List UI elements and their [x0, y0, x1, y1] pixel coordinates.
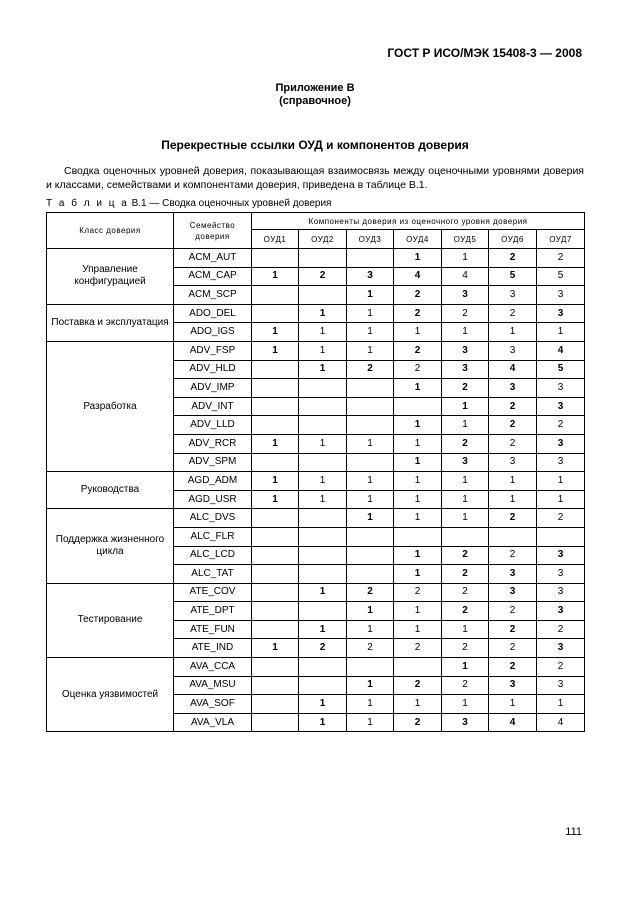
level-cell: 1	[489, 490, 537, 509]
level-cell	[252, 602, 299, 621]
level-cell: 1	[299, 323, 347, 342]
level-cell: 3	[537, 602, 585, 621]
level-cell: 1	[442, 490, 489, 509]
level-cell: 1	[252, 434, 299, 453]
level-cell: 3	[537, 565, 585, 584]
level-cell: 1	[252, 323, 299, 342]
section-title: Перекрестные ссылки ОУД и компонентов доверия	[161, 138, 469, 152]
level-cell	[252, 583, 299, 602]
family-cell: ALC_FLR	[174, 527, 252, 546]
level-cell	[299, 249, 347, 268]
assurance-table	[46, 212, 585, 732]
level-cell: 2	[489, 397, 537, 416]
level-cell	[394, 658, 442, 677]
level-cell: 2	[489, 546, 537, 565]
level-cell	[394, 397, 442, 416]
level-cell: 1	[347, 695, 394, 714]
level-cell	[252, 286, 299, 305]
level-cell	[347, 397, 394, 416]
level-cell	[252, 397, 299, 416]
level-cell	[299, 546, 347, 565]
level-cell: 1	[299, 713, 347, 732]
level-cell: 3	[537, 434, 585, 453]
level-cell: 2	[489, 416, 537, 435]
level-cell	[252, 416, 299, 435]
level-cell	[252, 453, 299, 472]
level-cell: 1	[347, 676, 394, 695]
level-cell	[252, 379, 299, 398]
level-cell: 2	[489, 602, 537, 621]
family-cell: ADV_IMP	[174, 379, 252, 398]
level-cell: 2	[442, 639, 489, 658]
level-cell: 2	[537, 249, 585, 268]
level-cell: 2	[442, 583, 489, 602]
appendix-heading	[0, 82, 630, 108]
level-cell: 2	[537, 620, 585, 639]
level-cell	[252, 658, 299, 677]
level-cell: 3	[489, 583, 537, 602]
level-cell: 3	[537, 453, 585, 472]
level-cell: 1	[394, 249, 442, 268]
level-cell: 2	[442, 379, 489, 398]
document-header: ГОСТ Р ИСО/МЭК 15408-3 — 2008	[387, 46, 582, 60]
level-cell: 1	[442, 472, 489, 491]
level-cell: 2	[394, 286, 442, 305]
level-cell: 2	[347, 360, 394, 379]
table-row	[47, 472, 585, 491]
level-cell: 1	[442, 397, 489, 416]
level-cell: 1	[442, 249, 489, 268]
family-cell: ATE_DPT	[174, 602, 252, 621]
level-cell: 1	[252, 267, 299, 286]
level-cell	[299, 676, 347, 695]
level-cell: 1	[442, 323, 489, 342]
level-cell: 2	[489, 249, 537, 268]
level-cell	[299, 286, 347, 305]
level-cell	[299, 527, 347, 546]
level-cell: 2	[489, 434, 537, 453]
header-family: Семейство доверия	[174, 213, 252, 249]
level-cell: 1	[252, 490, 299, 509]
level-cell	[347, 453, 394, 472]
header-level: ОУД4	[394, 230, 442, 249]
level-cell: 3	[489, 379, 537, 398]
level-cell: 1	[347, 713, 394, 732]
level-cell	[252, 546, 299, 565]
level-cell	[299, 658, 347, 677]
level-cell	[347, 379, 394, 398]
level-cell	[537, 527, 585, 546]
level-cell: 2	[394, 713, 442, 732]
header-level: ОУД2	[299, 230, 347, 249]
level-cell: 1	[347, 304, 394, 323]
level-cell: 4	[442, 267, 489, 286]
level-cell: 1	[347, 602, 394, 621]
level-cell: 2	[489, 620, 537, 639]
level-cell: 4	[394, 267, 442, 286]
header-level: ОУД7	[537, 230, 585, 249]
level-cell: 1	[394, 434, 442, 453]
level-cell	[252, 620, 299, 639]
family-cell: ATE_IND	[174, 639, 252, 658]
level-cell: 1	[394, 546, 442, 565]
level-cell: 1	[299, 490, 347, 509]
family-cell: ADV_RCR	[174, 434, 252, 453]
level-cell: 1	[442, 620, 489, 639]
class-cell: Оценка уязвимостей	[47, 658, 174, 732]
level-cell: 2	[537, 416, 585, 435]
level-cell: 1	[299, 583, 347, 602]
header-level: ОУД5	[442, 230, 489, 249]
table-row	[47, 341, 585, 360]
level-cell: 1	[442, 509, 489, 528]
family-cell: AVA_MSU	[174, 676, 252, 695]
level-cell	[299, 379, 347, 398]
level-cell: 1	[299, 620, 347, 639]
level-cell: 1	[252, 341, 299, 360]
level-cell: 3	[537, 379, 585, 398]
level-cell	[252, 360, 299, 379]
family-cell: ADV_FSP	[174, 341, 252, 360]
level-cell: 4	[537, 713, 585, 732]
level-cell: 3	[442, 341, 489, 360]
level-cell: 4	[537, 341, 585, 360]
level-cell: 2	[394, 341, 442, 360]
level-cell: 2	[442, 304, 489, 323]
level-cell	[347, 546, 394, 565]
level-cell: 3	[537, 304, 585, 323]
level-cell	[252, 527, 299, 546]
family-cell: AVA_SOF	[174, 695, 252, 714]
page-number: 111	[565, 826, 582, 838]
level-cell: 2	[489, 639, 537, 658]
level-cell: 1	[299, 434, 347, 453]
level-cell: 1	[442, 416, 489, 435]
level-cell: 1	[537, 490, 585, 509]
level-cell: 1	[347, 472, 394, 491]
family-cell: ACM_AUT	[174, 249, 252, 268]
level-cell	[347, 565, 394, 584]
level-cell: 1	[299, 472, 347, 491]
level-cell: 2	[299, 639, 347, 658]
level-cell: 2	[394, 639, 442, 658]
level-cell	[299, 565, 347, 584]
family-cell: AGD_ADM	[174, 472, 252, 491]
family-cell: AVA_CCA	[174, 658, 252, 677]
level-cell	[347, 249, 394, 268]
class-cell: Поддержка жизненного цикла	[47, 509, 174, 583]
level-cell: 1	[347, 434, 394, 453]
header-components: Компоненты доверия из оценочного уровня доверия	[252, 213, 585, 230]
level-cell: 3	[489, 676, 537, 695]
level-cell: 1	[299, 341, 347, 360]
family-cell: ADO_IGS	[174, 323, 252, 342]
header-class: Класс доверия	[47, 213, 174, 249]
level-cell: 3	[442, 286, 489, 305]
level-cell: 3	[347, 267, 394, 286]
family-cell: ADV_LLD	[174, 416, 252, 435]
level-cell: 5	[537, 267, 585, 286]
level-cell: 1	[537, 695, 585, 714]
table-row	[47, 249, 585, 268]
family-cell: ATE_FUN	[174, 620, 252, 639]
level-cell: 1	[347, 509, 394, 528]
family-cell: ALC_TAT	[174, 565, 252, 584]
class-cell: Поставка и эксплуатация	[47, 304, 174, 341]
level-cell: 1	[442, 658, 489, 677]
level-cell: 2	[442, 434, 489, 453]
level-cell	[299, 602, 347, 621]
level-cell: 2	[394, 360, 442, 379]
level-cell: 3	[489, 341, 537, 360]
level-cell: 1	[394, 379, 442, 398]
level-cell	[489, 527, 537, 546]
family-cell: ACM_SCP	[174, 286, 252, 305]
family-cell: ADV_INT	[174, 397, 252, 416]
header-level: ОУД3	[347, 230, 394, 249]
class-cell: Тестирование	[47, 583, 174, 657]
level-cell	[347, 416, 394, 435]
level-cell: 1	[489, 323, 537, 342]
level-cell: 3	[537, 286, 585, 305]
level-cell: 3	[537, 639, 585, 658]
level-cell	[299, 453, 347, 472]
appendix-title: Приложение В	[275, 82, 355, 94]
level-cell: 2	[299, 267, 347, 286]
family-cell: ADV_SPM	[174, 453, 252, 472]
level-cell	[252, 565, 299, 584]
level-cell: 1	[489, 695, 537, 714]
class-cell: Руководства	[47, 472, 174, 509]
level-cell	[252, 509, 299, 528]
level-cell: 1	[489, 472, 537, 491]
level-cell: 1	[347, 341, 394, 360]
family-cell: ALC_LCD	[174, 546, 252, 565]
level-cell: 3	[537, 583, 585, 602]
family-cell: ADO_DEL	[174, 304, 252, 323]
table-row	[47, 658, 585, 677]
level-cell: 2	[394, 304, 442, 323]
level-cell: 1	[394, 620, 442, 639]
level-cell: 5	[537, 360, 585, 379]
level-cell: 1	[394, 490, 442, 509]
appendix-subtitle: (справочное)	[279, 95, 351, 107]
level-cell: 1	[394, 416, 442, 435]
level-cell: 2	[394, 676, 442, 695]
level-cell: 1	[394, 323, 442, 342]
level-cell: 1	[394, 695, 442, 714]
level-cell: 1	[347, 323, 394, 342]
level-cell: 4	[489, 360, 537, 379]
level-cell: 2	[347, 583, 394, 602]
level-cell	[252, 304, 299, 323]
caption-prefix: Т а б л и ц а	[46, 198, 129, 209]
level-cell: 1	[537, 323, 585, 342]
level-cell: 3	[537, 676, 585, 695]
level-cell	[394, 527, 442, 546]
level-cell	[347, 658, 394, 677]
level-cell: 1	[394, 509, 442, 528]
level-cell: 1	[252, 639, 299, 658]
header-level: ОУД1	[252, 230, 299, 249]
intro-paragraph: Сводка оценочных уровней доверия, показывающая взаимосвязь между оценочными уровнями доверия и классами, семействами и компонентами доверия, приведена в таблице В.1.	[46, 165, 584, 191]
level-cell: 3	[442, 713, 489, 732]
level-cell	[252, 713, 299, 732]
level-cell	[442, 527, 489, 546]
level-cell: 1	[394, 472, 442, 491]
level-cell	[252, 249, 299, 268]
level-cell: 3	[489, 453, 537, 472]
level-cell: 3	[442, 453, 489, 472]
level-cell: 1	[347, 286, 394, 305]
table-row	[47, 304, 585, 323]
level-cell: 3	[537, 546, 585, 565]
header-level: ОУД6	[489, 230, 537, 249]
level-cell: 2	[442, 546, 489, 565]
family-cell: AGD_USR	[174, 490, 252, 509]
level-cell: 3	[537, 397, 585, 416]
level-cell: 2	[489, 658, 537, 677]
level-cell: 1	[394, 565, 442, 584]
level-cell: 2	[442, 602, 489, 621]
table-row	[47, 509, 585, 528]
family-cell: ACM_CAP	[174, 267, 252, 286]
level-cell: 5	[489, 267, 537, 286]
caption-text: В.1 — Сводка оценочных уровней доверия	[131, 198, 332, 209]
table-caption	[46, 198, 331, 209]
class-cell: Управление конфигурацией	[47, 249, 174, 305]
level-cell	[299, 509, 347, 528]
level-cell	[347, 527, 394, 546]
level-cell: 3	[489, 565, 537, 584]
level-cell: 2	[537, 658, 585, 677]
level-cell	[252, 695, 299, 714]
level-cell: 2	[489, 304, 537, 323]
level-cell: 1	[442, 695, 489, 714]
level-cell: 1	[299, 360, 347, 379]
family-cell: ALC_DVS	[174, 509, 252, 528]
level-cell	[252, 676, 299, 695]
family-cell: ATE_COV	[174, 583, 252, 602]
level-cell: 1	[252, 472, 299, 491]
table-row	[47, 583, 585, 602]
class-cell: Разработка	[47, 341, 174, 471]
level-cell	[299, 416, 347, 435]
family-cell: AVA_VLA	[174, 713, 252, 732]
level-cell: 2	[394, 583, 442, 602]
family-cell: ADV_HLD	[174, 360, 252, 379]
level-cell: 1	[394, 453, 442, 472]
level-cell: 1	[347, 490, 394, 509]
level-cell: 1	[394, 602, 442, 621]
level-cell: 2	[347, 639, 394, 658]
level-cell: 3	[442, 360, 489, 379]
level-cell: 3	[489, 286, 537, 305]
level-cell: 1	[537, 472, 585, 491]
level-cell	[299, 397, 347, 416]
level-cell: 1	[299, 695, 347, 714]
level-cell: 4	[489, 713, 537, 732]
level-cell: 2	[537, 509, 585, 528]
level-cell: 1	[299, 304, 347, 323]
level-cell: 2	[489, 509, 537, 528]
level-cell: 2	[442, 565, 489, 584]
level-cell: 1	[347, 620, 394, 639]
level-cell: 2	[442, 676, 489, 695]
